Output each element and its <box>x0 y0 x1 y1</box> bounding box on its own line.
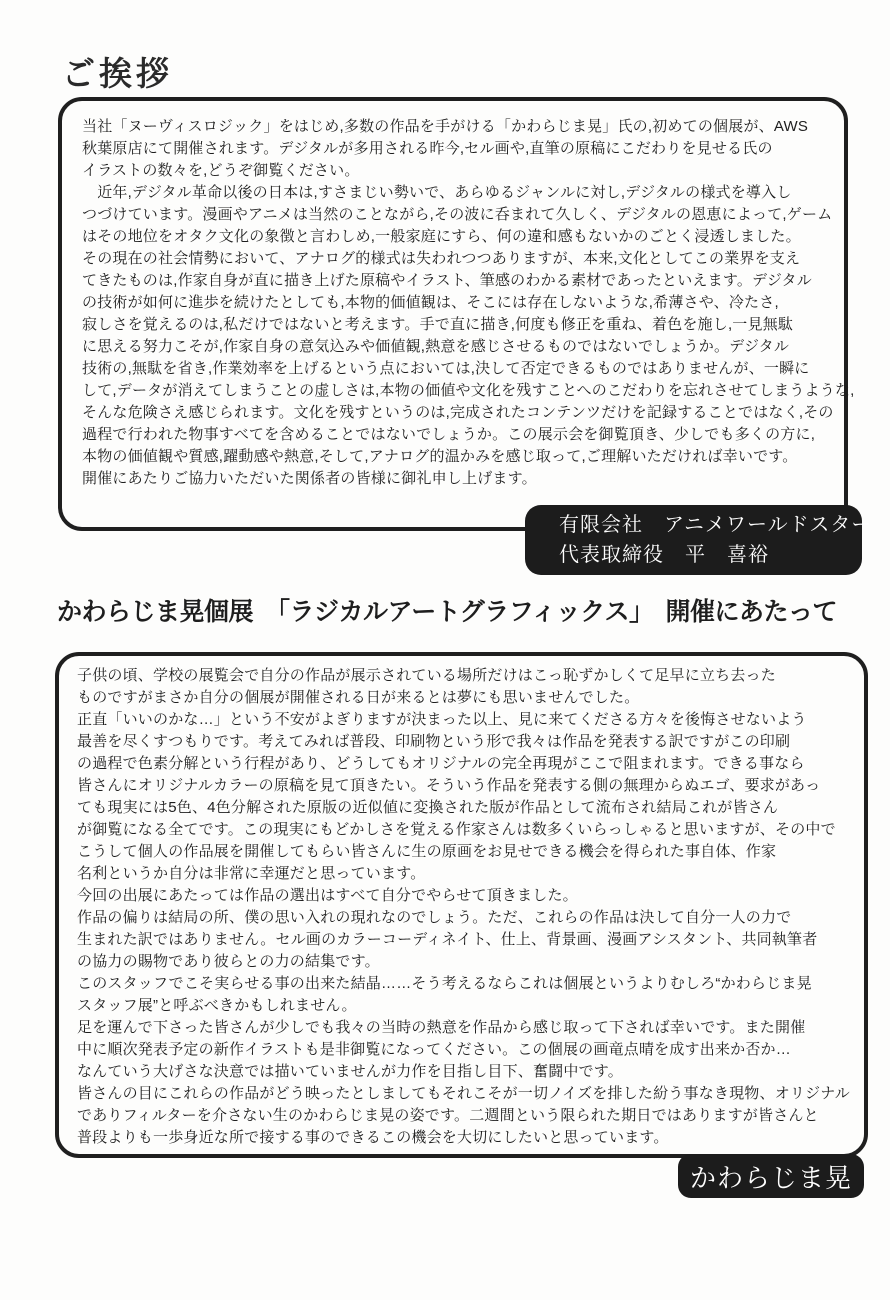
text-line: して,データが消えてしまうことの虚しさは,本物の価値や文化を残すことへのこだわりを忘れさせてしまうような, <box>82 382 855 399</box>
text-line: に思える努力こそが,作家自身の意気込みや価値観,熱意を感じさせるものではないでしょうか。デジタル <box>82 338 790 355</box>
text-line: このスタッフでこそ実らせる事の出来た結晶……そう考えるならこれは個展というよりむしろ“かわらじま晃 <box>77 975 812 992</box>
text-line: 普段よりも一歩身近な所で接する事のできるこの機会を大切にしたいと思っています。 <box>77 1129 669 1146</box>
text-line: 皆さんの目にこれらの作品がどう映ったとしましてもそれこそが一切ノイズを排した紛う事なき現物、オリジナル <box>77 1085 850 1102</box>
greeting-text-box <box>58 97 855 531</box>
text-line: の協力の賜物であり彼らとの力の結集です。 <box>77 953 380 970</box>
text-line: ものですがまさか自分の個展が開催される日が来るとは夢にも思いませんでした。 <box>77 689 640 706</box>
text-line: 開催にあたりご協力いただいた関係者の皆様に御礼申し上げます。 <box>82 470 537 487</box>
text-line: 作品の偏りは結局の所、僕の思い入れの現れなのでしょう。ただ、これらの作品は決して自分一人の力で <box>77 909 792 926</box>
text-line: つづけています。漫画やアニメは当然のことながら,その波に呑まれて久しく、デジタルの恩恵によって,ゲーム <box>82 206 833 223</box>
artist-signature-badge <box>678 1154 864 1198</box>
exhibition-text-box <box>55 652 868 1158</box>
text-line: 子供の頃、学校の展覧会で自分の作品が展示されている場所だけはこっ恥ずかしくて足早に立ち去った <box>77 667 776 684</box>
text-line: てきたものは,作家自身が直に描き上げた原稿やイラスト、筆感のわかる素材であったといえます。デジタル <box>82 272 812 289</box>
text-line: 足を運んで下さった皆さんが少しでも我々の当時の熱意を作品から感じ取って下されば幸いです。また開催 <box>77 1019 806 1036</box>
text-line: 正直「いいのかな…」という不安がよぎりますが決まった以上、見に来てくださる方々を後悔させないよう <box>77 711 807 728</box>
company-signature-badge <box>525 505 873 575</box>
greeting-paragraph <box>82 116 855 490</box>
company-name: 有限会社 アニメワールドスター <box>559 514 873 536</box>
artist-name: かわらじま晃 <box>689 1162 852 1193</box>
text-line: 中に順次発表予定の新作イラストも是非御覧になってください。この個展の画竜点晴を成す出来か否か… <box>77 1041 791 1058</box>
text-line: 生まれた訳ではありません。セル画のカラーコーディネイト、仕上、背景画、漫画アシスタント、共同執筆者 <box>77 931 818 948</box>
text-line: の過程で色素分解という行程があり、どうしてもオリジナルの完全再現がここで阻まれます。できる事なら <box>77 755 805 772</box>
representative-name: 代表取締役 平 喜裕 <box>559 544 769 566</box>
text-line: 近年,デジタル革命以後の日本は,すさまじい勢いで、あらゆるジャンルに対し,デジタルの様式を導入し <box>82 184 792 201</box>
text-line: の技術が如何に進歩を続けたとしても,本物的価値観は、そこには存在しないような,希薄さや、冷たさ, <box>82 294 779 311</box>
text-line: 過程で行われた物事すべてを含めることではないでしょうか。この展示会を御覧頂き、少しでも多くの方に, <box>82 426 816 443</box>
greeting-title: ご挨拶 <box>62 55 173 92</box>
text-line: 皆さんにオリジナルカラーの原稿を見て頂きたい。そういう作品を発表する側の無理からぬエゴ、要求があっ <box>77 777 821 794</box>
text-line: 最善を尽くすつもりです。考えてみれば普段、印刷物という形で我々は作品を発表する訳ですがこの印刷 <box>77 733 791 750</box>
text-line: 本物の価値観や質感,躍動感や熱意,そして,アナログ的温かみを感じ取って,ご理解いただければ幸いです。 <box>82 448 798 465</box>
text-line: 名利というか自分は非常に幸運だと思っています。 <box>77 865 426 882</box>
text-line: スタッフ展”と呼ぶべきかもしれません。 <box>77 997 357 1014</box>
text-line: はその地位をオタク文化の象徴と言わしめ,一般家庭にすら、何の違和感もないかのごとく浸透しました。 <box>82 228 801 245</box>
exhibition-title: かわらじま晃個展 「ラジカルアートグラフィックス」 開催にあたって <box>57 598 838 626</box>
exhibition-paragraph <box>77 665 850 1149</box>
text-line: そんな危険さえ感じられます。文化を残すというのは,完成されたコンテンツだけを記録することではなく,その <box>82 404 834 421</box>
text-line: こうして個人の作品展を開催してもらい皆さんに生の原画をお見せできる機会を得られた事自体、作家 <box>77 843 777 860</box>
text-line: その現在の社会情勢において、アナログ的様式は失われつつありますが、本来,文化としてこの業界を支え <box>82 250 801 267</box>
text-line: 寂しさを覚えるのは,私だけではないと考えます。手で直に描き,何度も修正を重ね、着色を施し,一見無駄 <box>82 316 794 333</box>
text-line: イラストの数々を,どうぞ御覧ください。 <box>82 162 360 179</box>
text-line: 当社「ヌーヴィスロジック」をはじめ,多数の作品を手がける「かわらじま晃」氏の,初めての個展が、AWS <box>82 118 809 135</box>
text-line: ても現実には5色、4色分解された原版の近似値に変換された版が作品として流布され結局これが皆さん <box>77 799 779 816</box>
text-line: なんていう大げさな決意では描いていませんが力作を目指し目下、奮闘中です。 <box>77 1063 624 1080</box>
text-line: でありフィルターを介さない生のかわらじま晃の姿です。二週間という限られた期日ではありますが皆さんと <box>77 1107 819 1124</box>
text-line: 秋葉原店にて開催されます。デジタルが多用される昨今,セル画や,直筆の原稿にこだわりを見せる氏の <box>82 140 773 157</box>
text-line: が御覧になる全てです。この現実にもどかしさを覚える作家さんは数多くいらっしゃると思いますが、その中で <box>77 821 836 838</box>
text-line: 技術の,無駄を省き,作業効率を上げるという点においては,決して否定できるものではありませんが、一瞬に <box>82 360 810 377</box>
text-line: 今回の出展にあたっては作品の選出はすべて自分でやらせて頂きました。 <box>77 887 578 904</box>
